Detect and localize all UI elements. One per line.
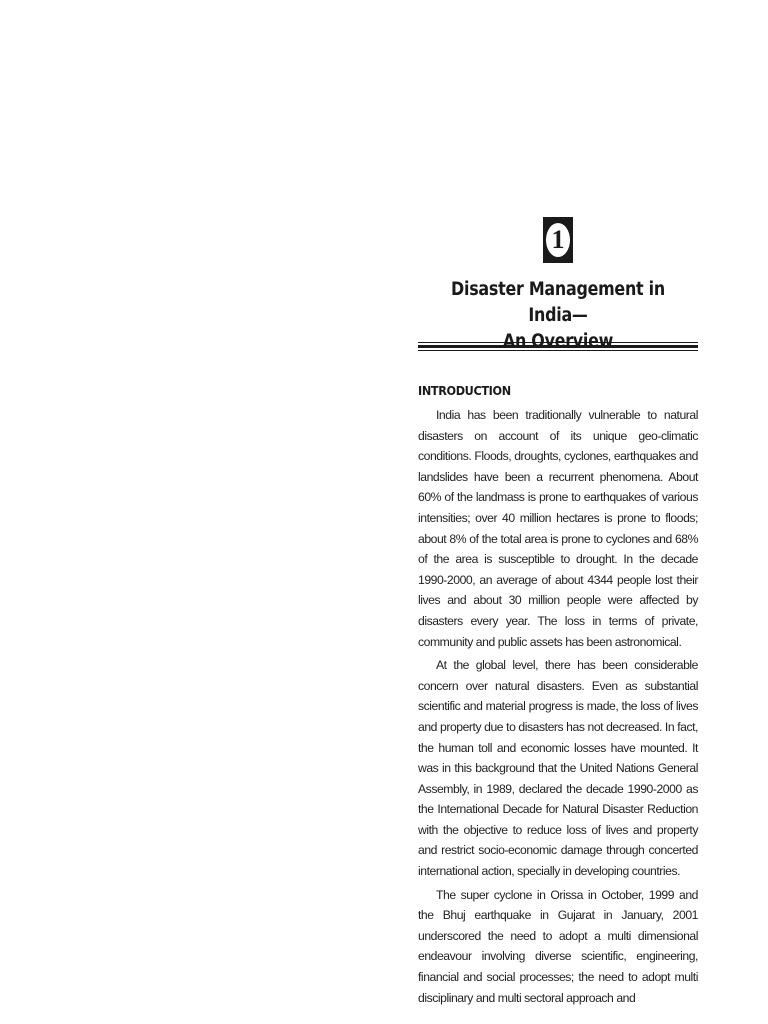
- title-divider: [418, 342, 698, 353]
- chapter-number-badge: [543, 217, 573, 263]
- paragraph-1: India has been traditionally vulnerable to natural disasters on account of its unique geo-climatic conditions. Floods, droughts, cyclones, earthquakes and landslides have been a recurrent phenomena. About 60% of the landmass is prone to earthquakes of various intensities; over 40 million hectares is prone to floods; about 8% of the total area is prone to cyclones and 68% of the area is susceptible to drought. In the decade 1990-2000, an average of about 4344 people lost their lives and about 30 million people were affected by disasters every year. The loss in terms of private, community and public assets has been astronomical.: [418, 408, 698, 649]
- divider-thin-top: [418, 342, 698, 343]
- chapter-title-line-1: Disaster Management in India—: [451, 279, 665, 326]
- divider-thick: [418, 345, 698, 348]
- divider-thin-bottom: [418, 350, 698, 351]
- body-text: [418, 405, 698, 1008]
- section-heading: INTRODUCTION: [418, 383, 511, 398]
- paragraph-2: At the global level, there has been considerable concern over natural disasters. Even as substantial scientific and material progress is made, the loss of lives and property due to disasters has not decreased. In fact, the human toll and economic losses have mounted. It was in this background that the United Nations General Assembly, in 1989, declared the decade 1990-2000 as the International Decade for Natural Disaster Reduction with the objective to reduce loss of lives and property and restrict socio-economic damage through concerted international action, specially in developing countries.: [418, 658, 698, 879]
- paragraph-3: The super cyclone in Orissa in October, 1999 and the Bhuj earthquake in Gujarat in January, 2001 underscored the need to adopt a multi dimensional endeavour involving diverse scientific, engineering, financial and social processes; the need to adopt multi disciplinary and multi sectoral approach and: [418, 887, 698, 1005]
- chapter-number: 1: [546, 223, 570, 257]
